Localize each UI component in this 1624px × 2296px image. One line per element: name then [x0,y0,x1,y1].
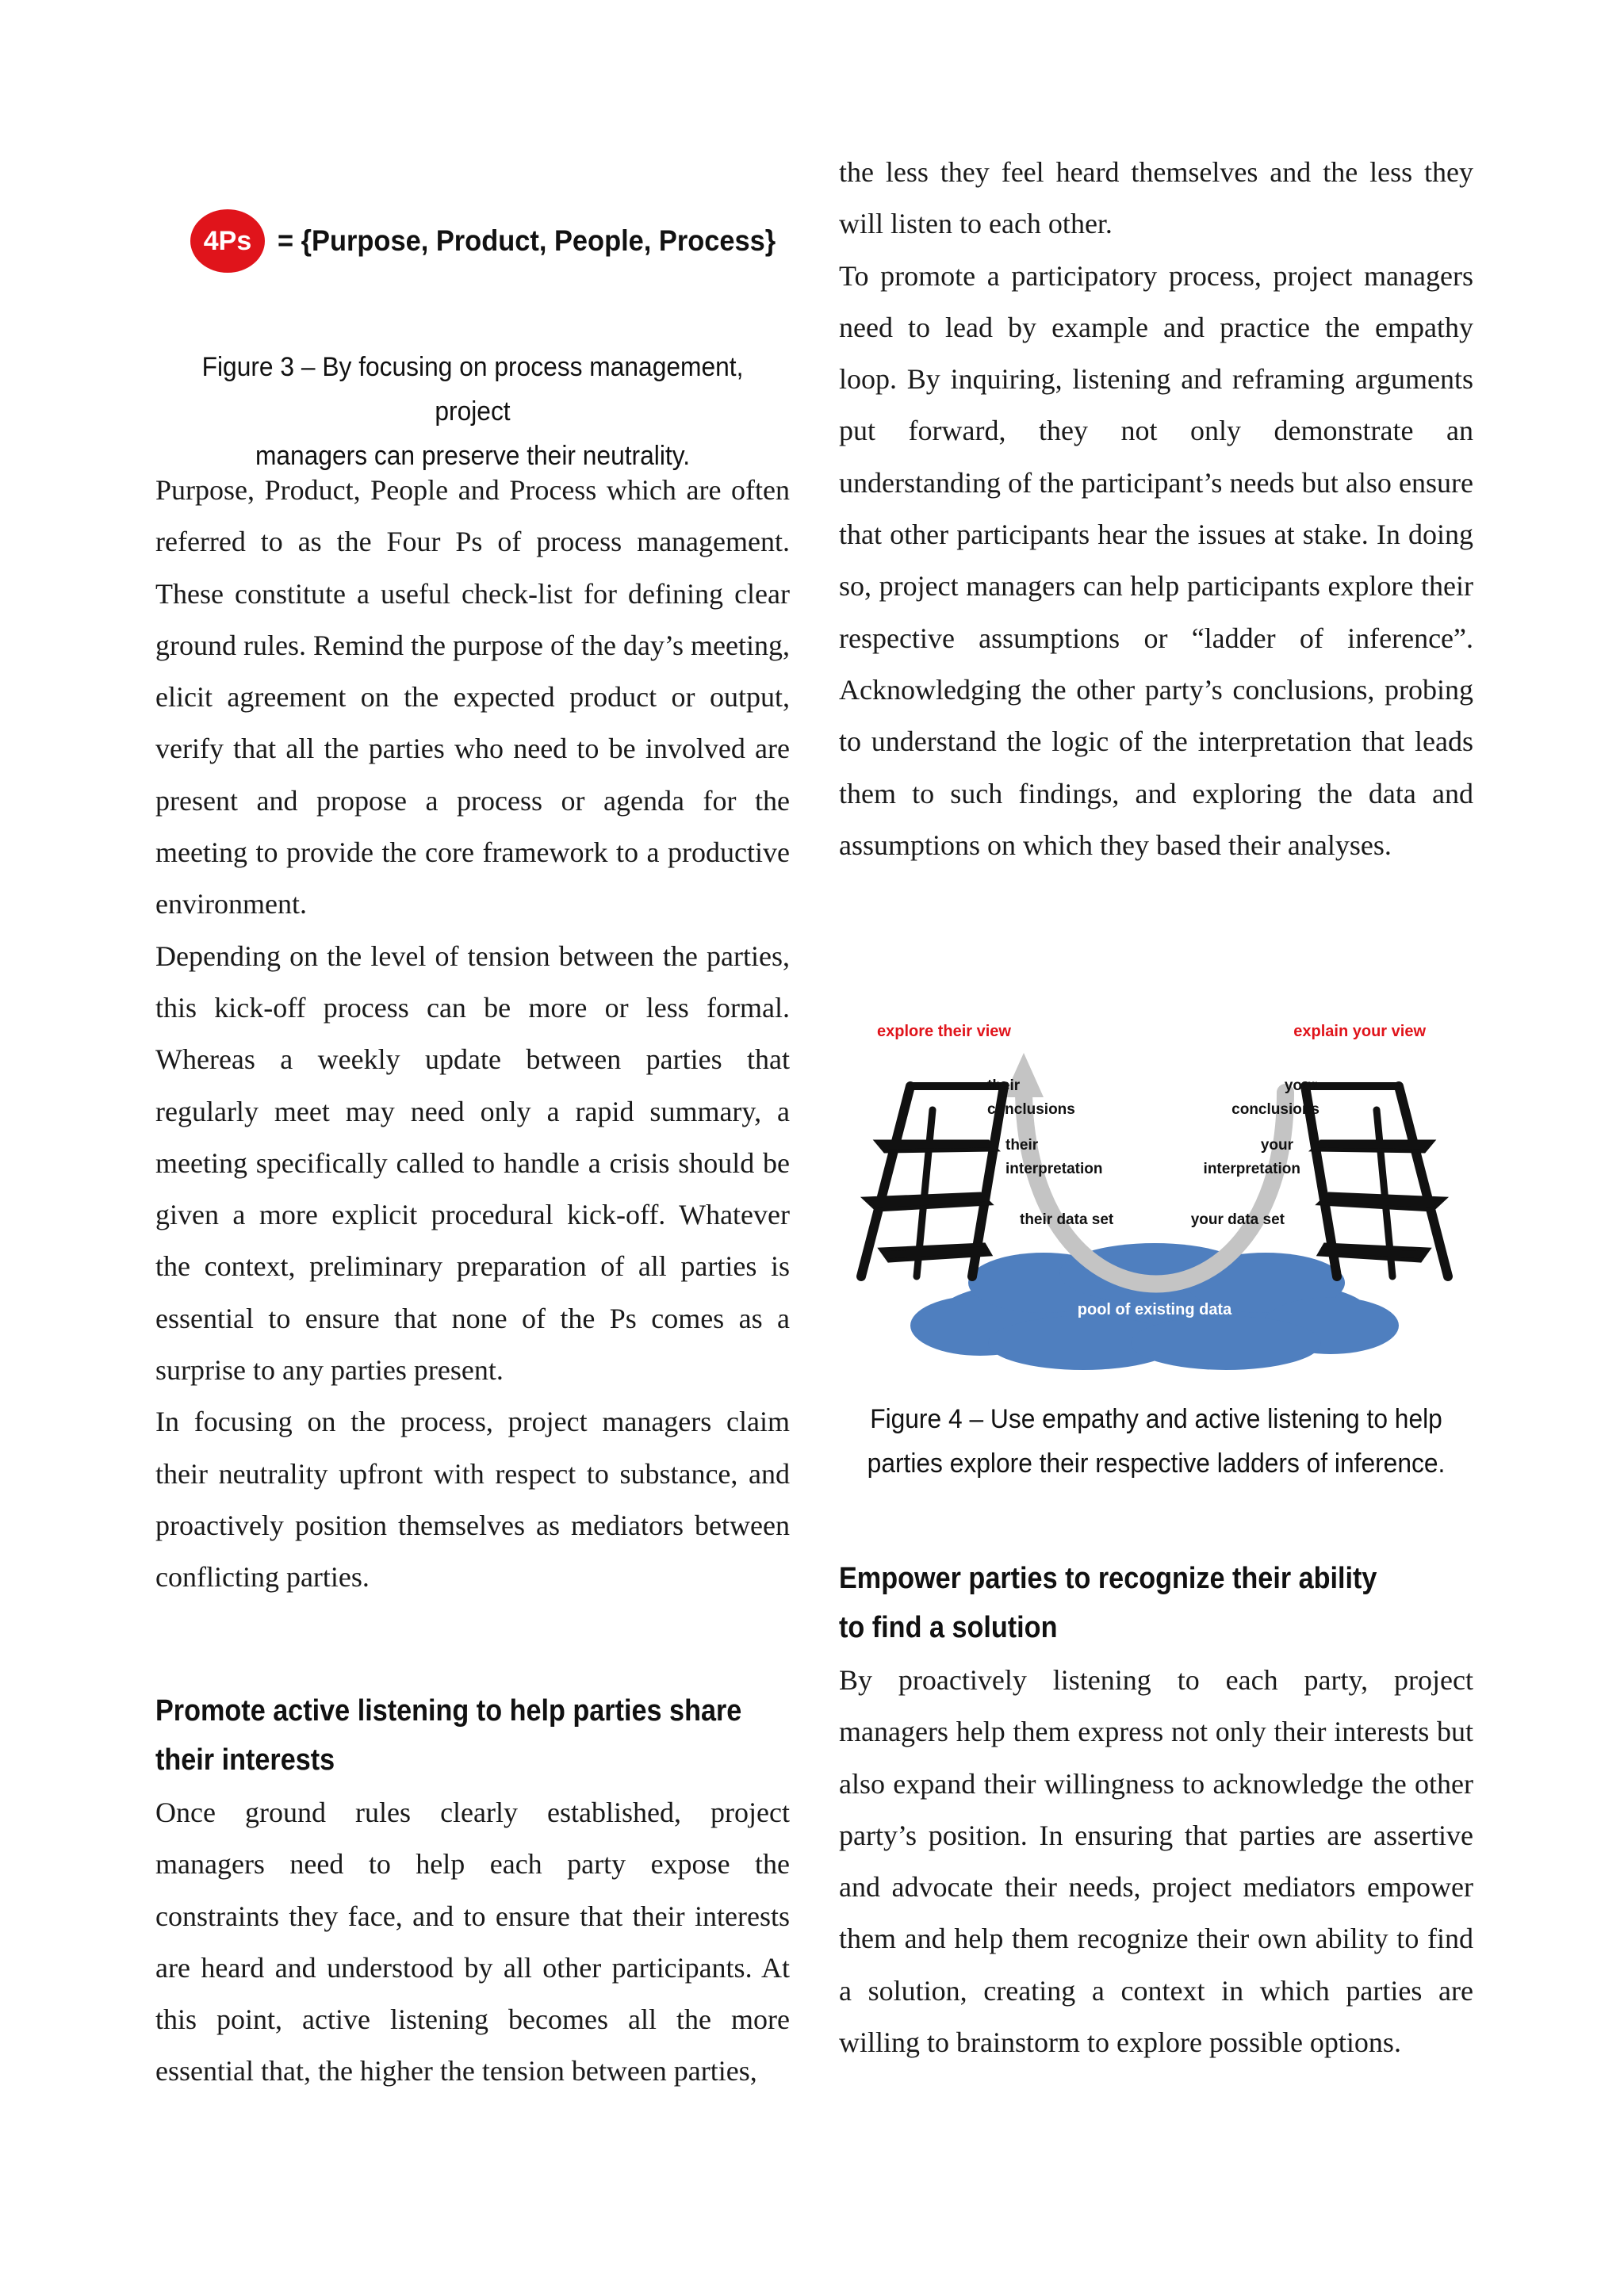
their-conclusions-label-2: conclusions [987,1101,1075,1118]
figure-3-caption-line-1: Figure 3 – By focusing on process management, project [201,352,744,427]
section-heading-empower-line-2: to find a solution [839,1611,1058,1644]
section-heading-active-listening-line-2: their interests [155,1743,335,1777]
your-data-set-label: your data set [1190,1211,1285,1228]
section-heading-empower [839,1554,1377,1652]
their-interpretation-label-2: interpretation [1005,1161,1103,1177]
explore-their-view-label: explore their view [877,1023,1011,1040]
their-data-set-label: their data set [1020,1211,1114,1228]
paragraph-empower: By proactively listening to each party, project managers help them express not only their interests but also expand their willingness to acknowledge the other party’s position. In ensuring that parties are assertive and advocate their needs, project mediators empower them and help them recognize their own ability to find a solution, creating a context in which parties are willing to brainstorm to explore possible options. [839,1664,1473,2059]
figure-4-caption-line-2: parties explore their respective ladders of inference. [867,1448,1446,1479]
your-conclusions-label-2: conclusions [1231,1101,1320,1118]
paragraph-kickoff: Depending on the level of tension between the parties, this kick-off process can be more or less formal. Whereas a weekly update between parties that regularly meet may need only a rapid summary, a meeting specifically called to handle a crisis should be given a more explicit procedural kick-off. Whatever the context, preliminary preparation of all parties is essential to ensure that none of the Ps comes as a surprise to any parties present. [155,939,790,1387]
pool-label: pool of existing data [1077,1301,1232,1318]
explain-your-view-label: explain your view [1293,1023,1426,1040]
right-body-2 [839,1655,1473,2068]
paragraph-empathy-loop: To promote a participatory process, project managers need to lead by example and practice the empathy loop. By inquiring, listening and reframing arguments put forward, they not only demonstrate an understanding of the participant’s needs but also ensure that other participants hear the issues at stake. In doing so, project managers can help participants explore their respective assumptions or “ladder of inference”. Acknowledging the other party’s conclusions, probing to understand the logic of the interpretation that leads them to such findings, and exploring the data and assumptions on which they based their analyses. [839,259,1473,861]
your-interpretation-label-1: your [1260,1137,1293,1154]
paragraph-ground-rules: Once ground rules clearly established, project managers need to help each party expose the constraints they face, and to ensure that their interests are heard and understood by all other participants. At this point, active listening becomes all the more essential that, the higher the tension between parties, [155,1797,790,2087]
right-ladder [1305,1086,1448,1276]
paragraph-neutrality: In focusing on the process, project managers claim their neutrality upfront with respect to substance, and proactively position themselves as mediators between conflicting parties. [155,1406,790,1594]
section-heading-empower-line-1: Empower parties to recognize their ability [839,1562,1377,1595]
your-conclusions-label-1: your [1284,1077,1317,1094]
ladder-diagram-svg [845,1015,1464,1395]
their-conclusions-label-1: their [987,1077,1021,1094]
figure-4-caption [864,1397,1448,1486]
paragraph-continued: the less they feel heard themselves and the less they will listen to each other. [839,156,1473,240]
four-ps-badge: 4Ps [190,209,265,273]
four-ps-formula-text: = {Purpose, Product, People, Process} [278,224,776,257]
figure-3-caption-line-2: managers can preserve their neutrality. [255,441,691,471]
their-interpretation-label-1: their [1005,1137,1039,1154]
figure-3-caption [181,345,764,478]
figure-4-caption-line-1: Figure 4 – Use empathy and active listening to help [870,1404,1442,1434]
section-heading-active-listening-line-1: Promote active listening to help parties share [155,1694,742,1728]
section-heading-active-listening [155,1686,741,1785]
left-body-2 [155,1787,790,2098]
your-interpretation-label-2: interpretation [1203,1161,1300,1177]
ladder-of-inference-diagram [845,1015,1464,1395]
left-ladder [861,1086,1004,1276]
left-body [155,465,790,1604]
four-ps-formula [190,209,814,273]
paragraph-four-ps: Purpose, Product, People and Process which are often referred to as the Four Ps of process management. These constitute a useful check-list for defining clear ground rules. Remind the purpose of the day’s meeting, elicit agreement on the expected product or output, verify that all the parties who need to be involved are present and propose a process or agenda for the meeting to provide the core framework to a productive environment. [155,474,790,920]
right-body [839,147,1473,871]
